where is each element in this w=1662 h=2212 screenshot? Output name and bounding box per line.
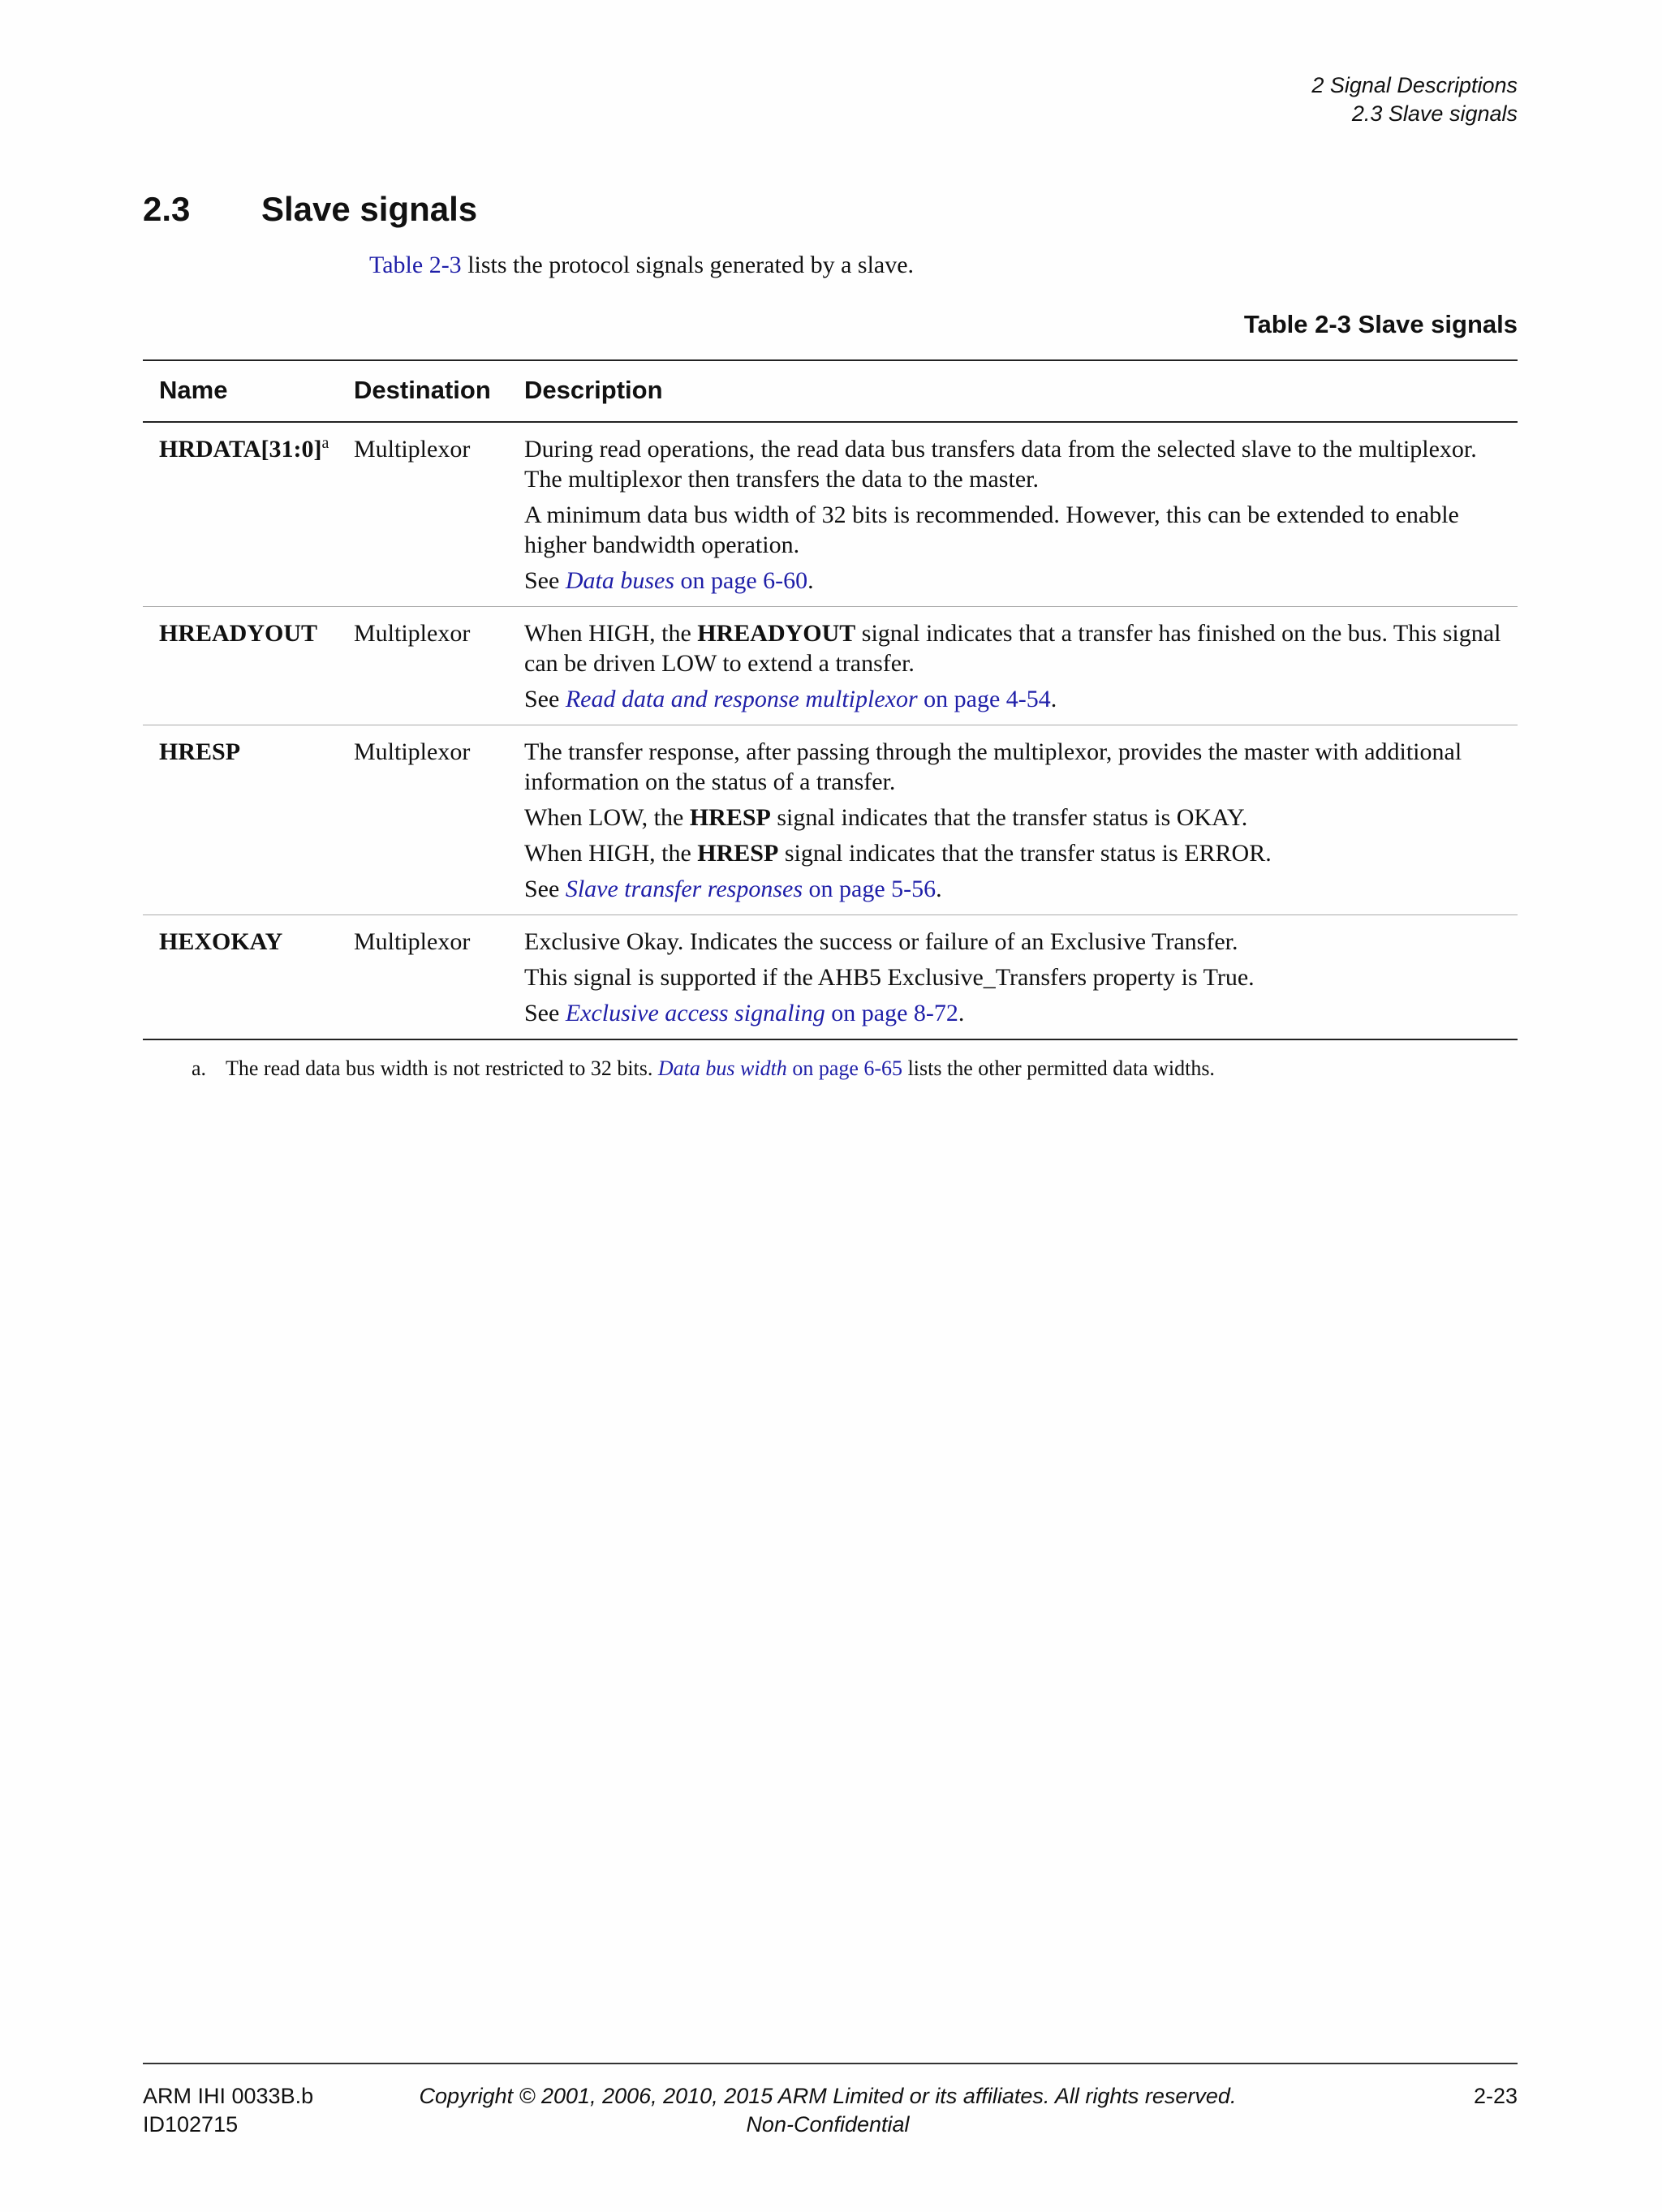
footnote-marker: a. (192, 1057, 207, 1080)
description-paragraph: The transfer response, after passing through the multiplexor, provides the master with additional information on the status of a transfer. (524, 738, 1462, 795)
signal-name-cell (143, 607, 354, 725)
running-header-section: 2.3 Slave signals (1351, 101, 1518, 126)
description-paragraph: During read operations, the read data bus transfers data from the selected slave to the multiplexor. The multiplexor then transfers the data to the master. (524, 436, 1477, 493)
table-row (143, 422, 1518, 607)
signal-name-cell (143, 422, 354, 607)
intro-text: lists the protocol signals generated by a slave. (461, 252, 915, 278)
document-id: ARM IHI 0033B.b (143, 2084, 314, 2108)
text-span: When HIGH, the (524, 840, 698, 867)
cross-reference-link[interactable] (566, 876, 936, 902)
signal-name: HRDATA[31:0] (159, 436, 322, 463)
destination-cell: Multiplexor (354, 915, 524, 1040)
signal-ref: HRESP (689, 804, 771, 831)
see-suffix: . (807, 567, 814, 594)
see-reference (524, 998, 1518, 1028)
link-page: on page 5-56 (803, 876, 936, 902)
copyright-text: Copyright © 2001, 2006, 2010, 2015 ARM Limited or its affiliates. All rights reserved. (419, 2084, 1237, 2108)
text-span: signal indicates that the transfer status is ERROR. (778, 840, 1272, 867)
text-span: When HIGH, the (524, 620, 698, 647)
running-header (1311, 71, 1518, 128)
column-header-description: Description (524, 360, 1518, 422)
footer-copyright (341, 2082, 1315, 2139)
table-ref-link[interactable]: Table 2-3 (369, 252, 462, 278)
document-revision: ID102715 (143, 2112, 239, 2137)
see-prefix: See (524, 876, 566, 902)
intro-paragraph (369, 252, 914, 279)
see-reference (524, 874, 1518, 904)
slave-signals-table (143, 359, 1518, 1040)
footnote-ref[interactable]: a (321, 434, 329, 452)
cross-reference-link[interactable] (566, 567, 807, 594)
link-page: on page 6-65 (786, 1057, 903, 1080)
signal-ref: HRESP (697, 840, 779, 867)
section-number: 2.3 (143, 190, 191, 228)
description-paragraph: A minimum data bus width of 32 bits is recommended. However, this can be extended to enable higher bandwidth operation. (524, 501, 1459, 558)
see-prefix: See (524, 567, 566, 594)
description-cell (524, 422, 1518, 607)
footer-divider (143, 2063, 1518, 2064)
table-header-row (143, 360, 1518, 422)
description-paragraph (524, 803, 1518, 833)
running-header-chapter: 2 Signal Descriptions (1311, 73, 1518, 97)
column-header-name: Name (143, 360, 354, 422)
see-reference (524, 684, 1518, 714)
link-title: Data bus width (657, 1057, 787, 1080)
section-heading (143, 190, 477, 229)
see-prefix: See (524, 1000, 566, 1026)
description-paragraph (524, 838, 1518, 868)
cross-reference-link[interactable] (566, 1000, 958, 1026)
footer-doc-info (143, 2082, 313, 2139)
text-span: signal indicates that the transfer status is OKAY. (770, 804, 1248, 831)
link-page: on page 4-54 (917, 686, 1051, 712)
text-span: signal indicates that a transfer has finished on the bus. This signal can be driven LOW to extend a transfer. (524, 620, 1501, 677)
see-suffix: . (936, 876, 942, 902)
description-paragraph: Exclusive Okay. Indicates the success or failure of an Exclusive Transfer. (524, 928, 1238, 955)
column-header-destination: Destination (354, 360, 524, 422)
description-cell (524, 607, 1518, 725)
signal-name-cell (143, 915, 354, 1040)
link-title: Slave transfer responses (565, 876, 803, 902)
table-row (143, 725, 1518, 915)
page-number: 2-23 (1473, 2084, 1518, 2108)
signal-name: HRESP (159, 738, 241, 765)
description-paragraph: This signal is supported if the AHB5 Exclusive_Transfers property is True. (524, 964, 1255, 991)
confidentiality-text: Non-Confidential (746, 2112, 910, 2137)
signal-name-cell (143, 725, 354, 915)
cross-reference-link[interactable] (658, 1057, 902, 1080)
description-cell (524, 725, 1518, 915)
link-page: on page 6-60 (674, 567, 808, 594)
destination-cell: Multiplexor (354, 422, 524, 607)
signal-ref: HREADYOUT (697, 620, 856, 647)
table-caption: Table 2-3 Slave signals (1243, 310, 1518, 338)
text-span: When LOW, the (524, 804, 690, 831)
description-cell (524, 915, 1518, 1040)
destination-cell: Multiplexor (354, 607, 524, 725)
link-title: Exclusive access signaling (565, 1000, 825, 1026)
see-suffix: . (1050, 686, 1057, 712)
destination-cell: Multiplexor (354, 725, 524, 915)
table-row (143, 915, 1518, 1040)
footnote-text: The read data bus width is not restricted to 32 bits. (226, 1057, 658, 1080)
table-footnote (192, 1057, 1215, 1081)
see-prefix: See (524, 686, 566, 712)
see-reference (524, 566, 1518, 596)
see-suffix: . (958, 1000, 965, 1026)
signal-name: HEXOKAY (159, 928, 283, 955)
footnote-text: lists the other permitted data widths. (902, 1057, 1215, 1080)
table-row (143, 607, 1518, 725)
link-title: Data buses (565, 567, 674, 594)
section-title: Slave signals (261, 190, 478, 228)
link-page: on page 8-72 (825, 1000, 958, 1026)
link-title: Read data and response multiplexor (565, 686, 918, 712)
cross-reference-link[interactable] (566, 686, 1051, 712)
signal-name: HREADYOUT (159, 620, 318, 647)
description-paragraph (524, 618, 1518, 678)
